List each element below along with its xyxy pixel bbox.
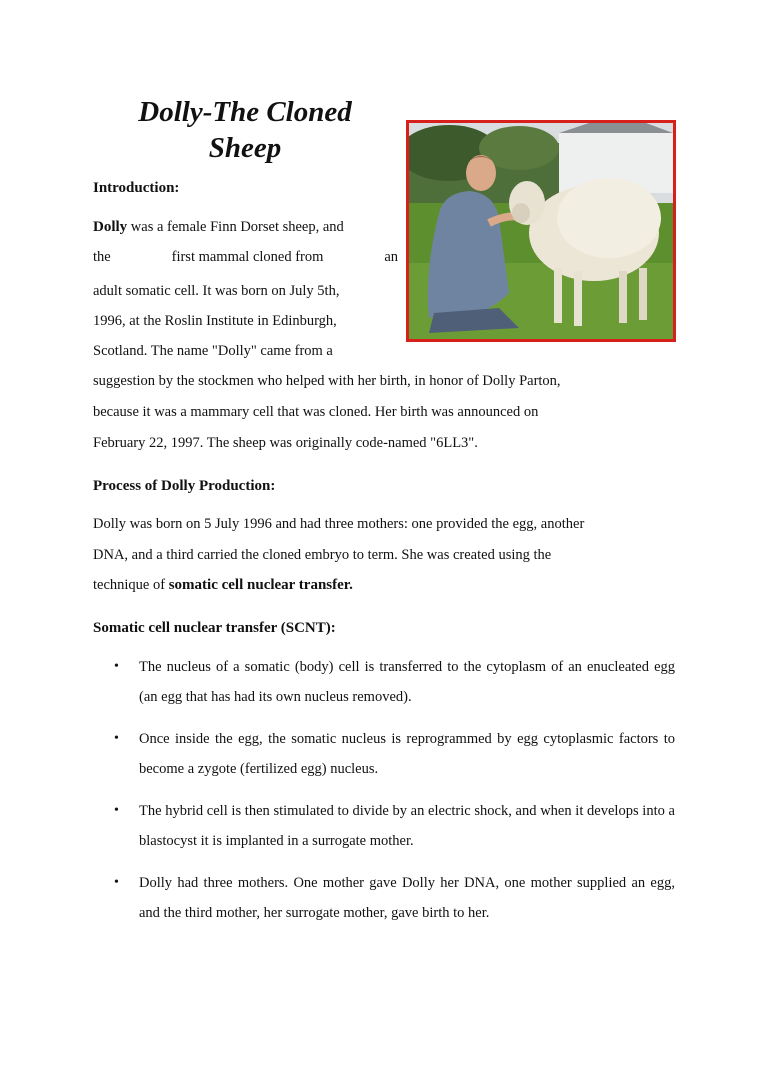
intro-line-1-text: was a female Finn Dorset sheep, and (130, 219, 344, 235)
intro-line-4: 1996, at the Roslin Institute in Edinburgh, (93, 313, 337, 329)
process-line-1: Dolly was born on 5 July 1996 and had three mothers: one provided the egg, another (93, 516, 585, 532)
process-heading: Process of Dolly Production: (93, 478, 276, 494)
process-line-3 (93, 577, 675, 594)
scnt-heading: Somatic cell nuclear transfer (SCNT): (93, 620, 336, 636)
process-line-3a: technique of (93, 577, 166, 593)
process-line-2: DNA, and a third carried the cloned embryo to term. She was created using the (93, 547, 552, 563)
intro-line-2a: the (93, 249, 111, 265)
intro-line-6: suggestion by the stockmen who helped with her birth, in honor of Dolly Parton, (93, 373, 561, 389)
title-line-1: Dolly-The Cloned (138, 96, 352, 128)
bullet-icon: • (114, 659, 119, 674)
intro-line-2b: first mammal cloned from (171, 249, 324, 265)
scnt-bullet-list (93, 652, 675, 940)
list-item (93, 724, 675, 784)
intro-line-2 (93, 249, 398, 266)
intro-line-7: because it was a mammary cell that was cloned. Her birth was announced on (93, 404, 539, 420)
bullet-text: Once inside the egg, the somatic nucleus is reprogrammed by egg cytoplasmic factors to become a zygote (fertilized egg) nucleus. (139, 731, 675, 777)
list-item (93, 652, 675, 712)
intro-line-1 (93, 219, 398, 236)
bullet-text: The nucleus of a somatic (body) cell is transferred to the cytoplasm of an enucleated egg (an egg that has had its own nucleus removed). (139, 659, 675, 705)
dolly-name: Dolly (93, 219, 128, 235)
bullet-icon: • (114, 803, 119, 818)
bullet-icon: • (114, 875, 119, 890)
intro-line-5: Scotland. The name "Dolly" came from a (93, 343, 333, 359)
bullet-icon: • (114, 731, 119, 746)
intro-line-8: February 22, 1997. The sheep was originally code-named "6LL3". (93, 435, 478, 451)
title-line-2: Sheep (208, 132, 282, 164)
dolly-photo (406, 120, 676, 342)
bullet-text: The hybrid cell is then stimulated to divide by an electric shock, and when it develops into a blastocyst it is implanted in a surrogate mother. (139, 803, 675, 849)
intro-line-3: adult somatic cell. It was born on July 5th, (93, 283, 340, 299)
list-item (93, 796, 675, 856)
introduction-heading: Introduction: (93, 180, 180, 196)
list-item (93, 868, 675, 928)
scnt-term: somatic cell nuclear transfer. (168, 577, 353, 593)
bullet-text: Dolly had three mothers. One mother gave Dolly her DNA, one mother supplied an egg, and the third mother, her surrogate mother, gave birth to her. (139, 875, 675, 921)
man-with-sheep-photo-icon (409, 123, 673, 339)
intro-line-2c: an (384, 249, 398, 265)
page-title (120, 94, 370, 166)
